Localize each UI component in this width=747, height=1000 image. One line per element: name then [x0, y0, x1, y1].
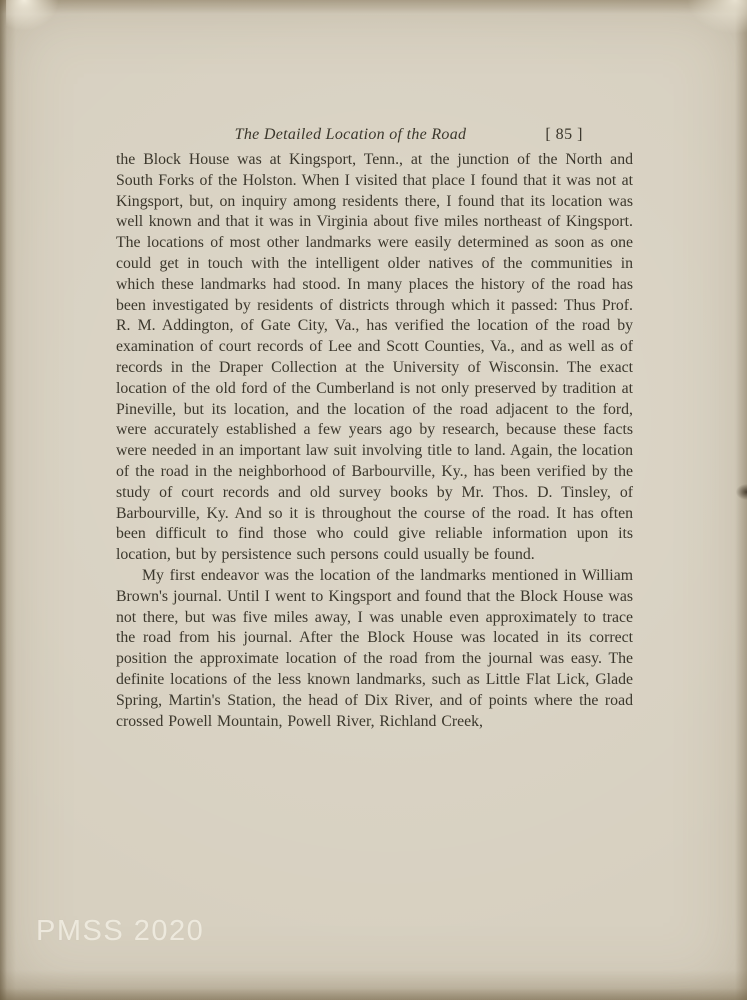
scan-edge-shadow-left	[0, 0, 7, 1000]
running-title: The Detailed Location of the Road	[234, 126, 467, 143]
scan-edge-shadow-bottom	[0, 988, 747, 1000]
scan-blemish-right-edge	[736, 484, 747, 500]
scan-light-patch-top-right	[687, 0, 747, 34]
watermark: PMSS 2020	[36, 915, 205, 947]
paragraph-2: My first endeavor was the location of the landmarks mentioned in William Brown's journal. Until I went to Kingsport and found that the Block House was not there, but was five miles away, I was unable even approximately to trace the road from his journal. After the Block House was located in its correct position the approximate location of the road from the journal was easy. The definite locations of the less known landmarks, such as Little Flat Lick, Glade Spring, Martin's Station, the head of Dix River, and of points where the road crossed Powell Mountain, Powell River, Richland Creek,	[116, 566, 633, 730]
page-body	[116, 150, 633, 732]
page-header	[116, 126, 633, 148]
scan-light-patch-top-left	[6, 0, 58, 30]
page-number: [ 85 ]	[545, 126, 583, 143]
paragraph-1: the Block House was at Kingsport, Tenn., at the junction of the North and South Forks of the Holston. When I visited that place I found that it was not at Kingsport, but, on inquiry among residents there, I found that its location was well known and that it was in Virginia about five miles northeast of Kingsport. The locations of most other landmarks were easily determined as soon as one could get in touch with the intelligent older natives of the communities in which these landmarks had stood. In many places the history of the road has been investigated by residents of districts through which it passed: Thus Prof. R. M. Addington, of Gate City, Va., has verified the location of the road by examination of court records of Lee and Scott Counties, Va., and as well as of records in the Draper Collection at the University of Wisconsin. The exact location of the old ford of the Cumberland is not only preserved by tradition at Pineville, but its location, and the location of the road adjacent to the ford, were accurately established a few years ago by research, because these facts were needed in an important law suit involving title to land. Again, the location of the road in the neighborhood of Barbourville, Ky., has been verified by the study of court records and old survey books by Mr. Thos. D. Tinsley, of Barbourville, Ky. And so it is throughout the course of the road. It has often been difficult to find those who could give reliable information upon its location, but by persistence such persons could usually be found.	[116, 151, 633, 564]
